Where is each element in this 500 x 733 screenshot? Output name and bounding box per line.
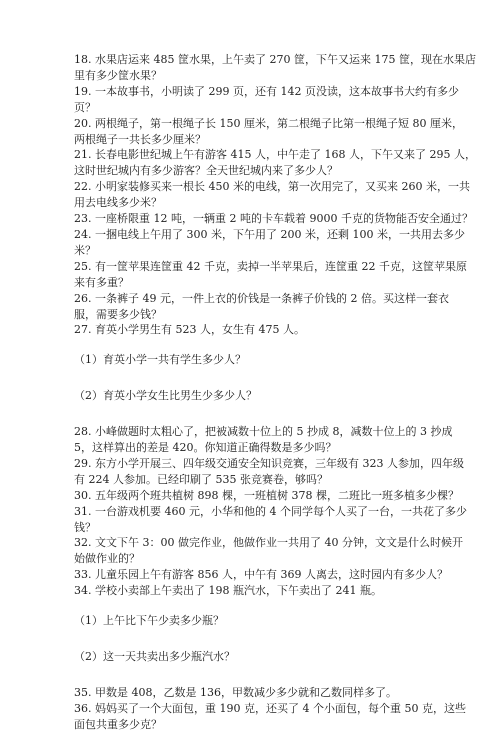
problem-line: 35. 甲数是 408，乙数是 136，甲数减少多少就和乙数同样多了。 [74, 685, 397, 699]
problem-line: 页？ [74, 100, 96, 114]
sub-question: （2）育英小学女生比男生少多少人？ [74, 389, 257, 403]
problem-line: 5，这样算出的差是 420。你知道正确得数是多少吗？ [74, 441, 337, 455]
problem-line: 31. 一台游戏机要 460 元，小华和他的 4 个同学每个人买了一台，一共花了多少 [74, 504, 467, 518]
problem-line: 29. 东方小学开展三、四年级交通安全知识竞赛，三年级有 323 人参加，四年级 [74, 456, 464, 470]
problem-list [74, 52, 476, 733]
sub-question: （1）育英小学一共有学生多少人？ [74, 353, 246, 367]
problem-line: 19. 一本故事书，小明读了 299 页，还有 142 页没读，这本故事书大约有多少 [74, 84, 459, 98]
problem-line: 33. 儿童乐园上午有游客 856 人，中午有 369 人离去，这时园内有多少人？ [74, 568, 448, 582]
problem-line: 27. 育英小学男生有 523 人，女生有 475 人。 [74, 323, 305, 337]
problem-line: 36. 妈妈买了一个大面包，重 190 克，还买了 4 个小面包，每个重 50 克，这些 [74, 701, 466, 715]
problem-line: 里有多少筐水果？ [74, 68, 162, 82]
problem-line: 23. 一座桥限重 12 吨，一辆重 2 吨的卡车载着 9000 千克的货物能否安全通过？ [74, 212, 473, 226]
problem-line: 32. 文文下午 3：00 做完作业，他做作业一共用了 40 分钟，文文是什么时候开 [74, 536, 463, 550]
problem-line: 26. 一条裤子 49 元，一件上衣的价钱是一条裤子价钱的 2 倍。买这样一套衣 [74, 291, 449, 305]
problem-line: 这时世纪城内有多少游客？全天世纪城内来了多少人？ [74, 164, 338, 178]
problem-line: 用去电线多少米？ [74, 196, 162, 210]
problem-line: 两根绳子一共长多少厘米？ [74, 132, 206, 146]
problem-line: 21. 长春电影世纪城上午有游客 415 人，中午走了 168 人，下午又来了 295 人， [74, 148, 476, 162]
problem-line: 来有多重？ [74, 275, 129, 289]
problem-line: 28. 小峰做题时太粗心了，把被减数十位上的 5 抄成 8，减数十位上的 3 抄成 [74, 425, 453, 439]
problem-line: 米？ [74, 243, 96, 257]
problem-line: 始做作业的？ [74, 552, 140, 566]
problem-line: 24. 一捆电线上午用了 300 米，下午用了 200 米，还剩 100 米，一共用去多少 [74, 227, 465, 241]
problem-line: 30. 五年级两个班共植树 898 棵，一班植树 378 棵，二班比一班多植多少棵？ [74, 488, 459, 502]
problem-line: 18. 水果店运来 485 筐水果，上午卖了 270 筐，下午又运来 175 筐，现在水果店 [74, 53, 476, 66]
sub-question: （1）上午比下午少卖多少瓶？ [74, 614, 224, 628]
problem-line: 面包共重多少克？ [74, 717, 162, 731]
problem-line: 服，需要多少钱？ [74, 307, 162, 321]
problem-line: 有 224 人参加。已经印刷了 535 张竞赛卷，够吗？ [74, 472, 328, 486]
problem-line: 34. 学校小卖部上午卖出了 198 瓶汽水，下午卖出了 241 瓶。 [74, 584, 382, 598]
problem-line: 钱？ [74, 520, 96, 534]
sub-question: （2）这一天共卖出多少瓶汽水？ [74, 650, 235, 663]
problem-line: 22. 小明家装修买来一根长 450 米的电线，第一次用完了，又买来 260 米，一共 [74, 180, 470, 194]
problem-line: 25. 有一筐苹果连筐重 42 千克，卖掉一半苹果后，连筐重 22 千克，这筐苹果原 [74, 259, 467, 273]
problem-line: 20. 两根绳子，第一根绳子长 150 厘米，第二根绳子比第一根绳子短 80 厘米， [74, 116, 463, 130]
